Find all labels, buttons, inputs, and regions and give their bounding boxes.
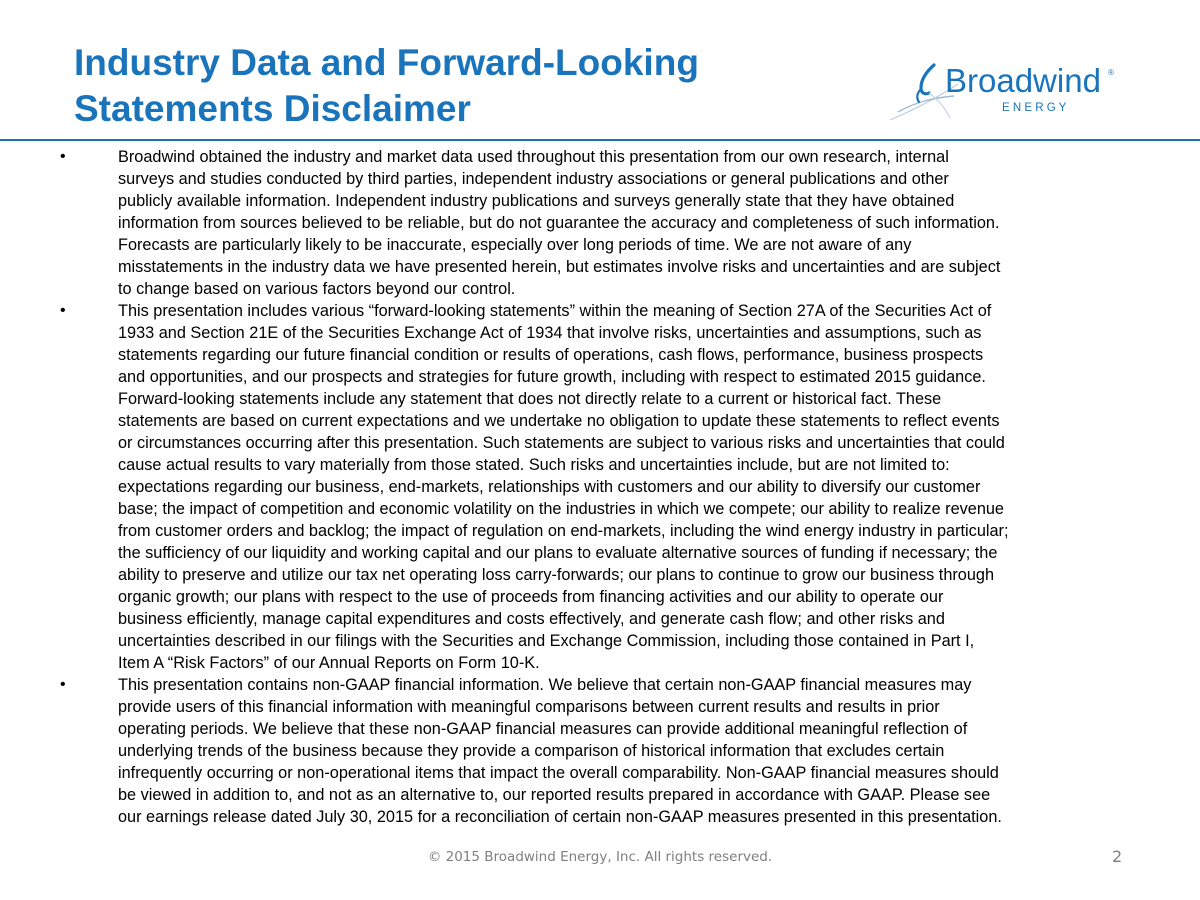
bullet-text-line: to change based on various factors beyond our control. <box>118 280 516 298</box>
bullet-marker: • <box>60 302 66 319</box>
bullet-text-line: uncertainties described in our filings with the Securities and Exchange Commission, including those contained in Part I, <box>118 632 975 650</box>
bullet-text-line: business efficiently, manage capital expenditures and costs effectively, and generate cash flow; and other risks and <box>118 610 945 628</box>
logo-wordmark: Broadwind <box>945 62 1101 99</box>
slide-title-line-1: Industry Data and Forward-Looking <box>74 42 699 83</box>
bullet-text-line: Broadwind obtained the industry and market data used throughout this presentation from our own research, internal <box>118 148 949 166</box>
bullet-text-line: Item A “Risk Factors” of our Annual Reports on Form 10-K. <box>118 654 540 672</box>
copyright-footer: © 2015 Broadwind Energy, Inc. All rights reserved. <box>427 849 773 865</box>
bullet-text-line: Forward-looking statements include any statement that does not directly relate to a current or historical fact. These <box>118 390 942 408</box>
bullet-text-line: Forecasts are particularly likely to be inaccurate, especially over long periods of time. We are not aware of any <box>118 236 912 254</box>
bullet-text-line: the sufficiency of our liquidity and working capital and our plans to evaluate alternative sources of funding if necessary; the <box>118 544 998 562</box>
slide-title <box>74 40 834 132</box>
bullet-text-line: be viewed in addition to, and not as an alternative to, our reported results prepared in accordance with GAAP. Please see <box>118 786 991 804</box>
page-number: 2 <box>1112 847 1123 866</box>
title-divider <box>0 139 1200 141</box>
bullet-text-line: organic growth; our plans with respect to the use of proceeds from financing activities and our ability to operate our <box>118 588 944 606</box>
disclaimer-bullet-2 <box>0 300 1200 674</box>
slide-title-line-2: Statements Disclaimer <box>74 88 471 129</box>
bullet-marker: • <box>60 148 66 165</box>
bullet-text-line: and opportunities, and our prospects and strategies for future growth, including with respect to estimated 2015 guidance. <box>118 368 986 386</box>
bullet-text-line: underlying trends of the business because they provide a comparison of historical information that excludes certain <box>118 742 945 760</box>
bullet-text-line: our earnings release dated July 30, 2015 for a reconciliation of certain non-GAAP measures presented in this presentation. <box>118 808 1002 826</box>
bullet-text-line: publicly available information. Independent industry publications and surveys generally state that they have obtained <box>118 192 955 210</box>
broadwind-energy-logo <box>888 58 1138 130</box>
registered-mark: ® <box>1108 68 1114 77</box>
bullet-text-line: infrequently occurring or non-operational items that impact the overall comparability. Non-GAAP financial measures should <box>118 764 999 782</box>
bullet-text-line: cause actual results to vary materially from those stated. Such risks and uncertainties include, but are not limited to: <box>118 456 950 474</box>
bullet-text-line: expectations regarding our business, end-markets, relationships with customers and our ability to diversify our customer <box>118 478 981 496</box>
disclaimer-bullet-list <box>0 146 1200 828</box>
bullet-text-line: This presentation contains non-GAAP financial information. We believe that certain non-GAAP financial measures may <box>118 676 972 694</box>
bullet-text-line: provide users of this financial information with meaningful comparisons between current results and results in prior <box>118 698 940 716</box>
bullet-text-line: base; the impact of competition and economic volatility on the industries in which we compete; our ability to realize revenue <box>118 500 1004 518</box>
disclaimer-bullet-3 <box>0 674 1200 828</box>
logo-subtext: E N E R G Y <box>1002 102 1067 114</box>
bullet-text-line: information from sources believed to be reliable, but do not guarantee the accuracy and completeness of such information. <box>118 214 1000 232</box>
bullet-text-line: statements regarding our future financial condition or results of operations, cash flows, performance, business prospects <box>118 346 984 364</box>
bullet-text-line: statements are based on current expectations and we undertake no obligation to update these statements to reflect events <box>118 412 1000 430</box>
bullet-text-line: or circumstances occurring after this presentation. Such statements are subject to various risks and uncertainties that could <box>118 434 1005 452</box>
bullet-text-line: misstatements in the industry data we have presented herein, but estimates involve risks and uncertainties and are subject <box>118 258 1001 276</box>
bullet-text-line: operating periods. We believe that these non-GAAP financial measures can provide additional meaningful reflection of <box>118 720 968 738</box>
bullet-text-line: 1933 and Section 21E of the Securities Exchange Act of 1934 that involve risks, uncertainties and assumptions, such as <box>118 324 982 342</box>
bullet-text-line: from customer orders and backlog; the impact of regulation on end-markets, including the wind energy industry in particular; <box>118 522 1009 540</box>
disclaimer-bullet-1 <box>0 146 1200 300</box>
bullet-text-line: ability to preserve and utilize our tax net operating loss carry-forwards; our plans to continue to grow our business through <box>118 566 995 584</box>
bullet-text-line: surveys and studies conducted by third parties, independent industry associations or general publications and other <box>118 170 949 188</box>
bullet-text-line: This presentation includes various “forward-looking statements” within the meaning of Section 27A of the Securities Act of <box>118 302 992 320</box>
bullet-marker: • <box>60 676 66 693</box>
